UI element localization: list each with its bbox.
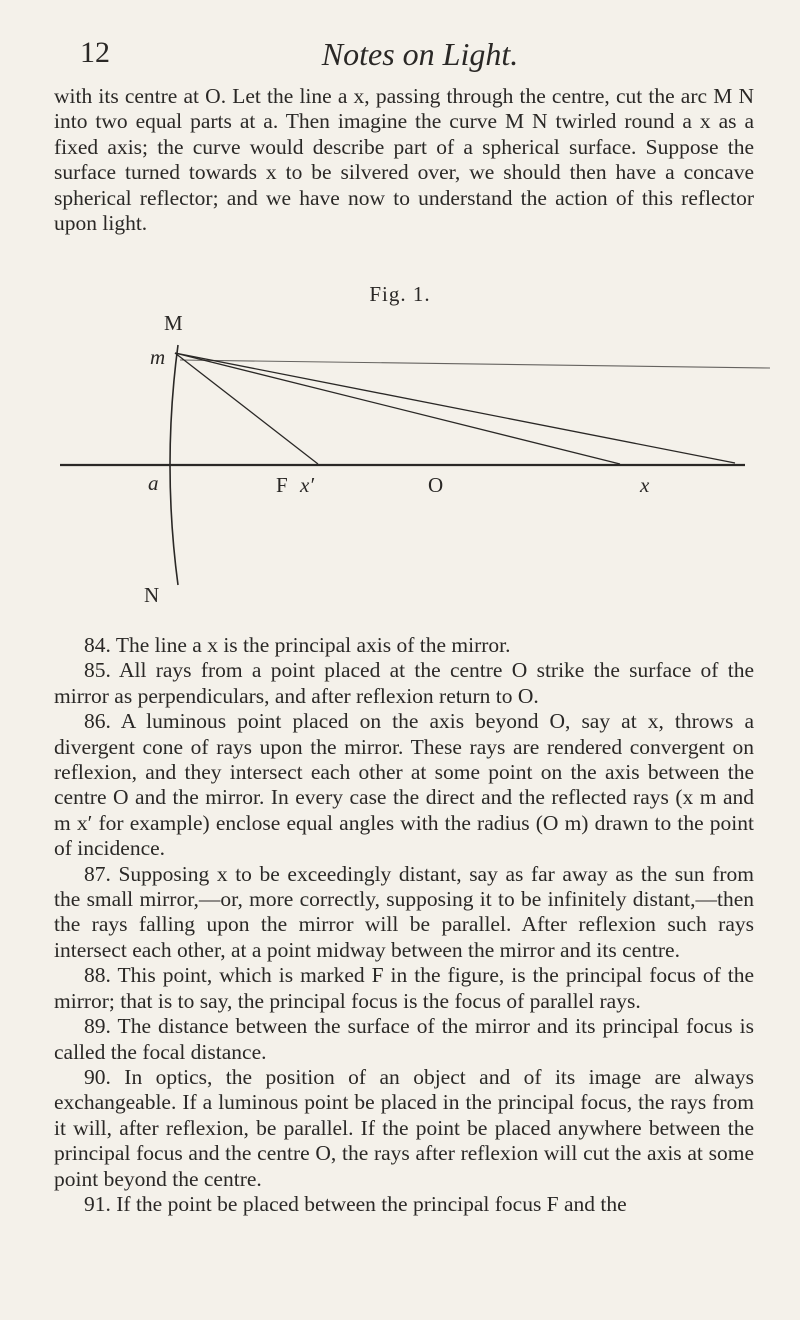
paragraph-86: 86. A luminous point placed on the axis beyond O, say at x, throws a divergent cone of rays upon the mirror. These rays are rendered convergent on reflexion, and they intersect each other at some point on the axis between the centre O and the mirror. In every case the direct and the reflected rays (x m and m x′ for example) enclose equal angles with the radius (O m) drawn to the point of incidence. (54, 709, 754, 861)
label-F: F (276, 473, 288, 497)
label-x: x (640, 473, 650, 497)
label-M: M (164, 311, 183, 335)
paragraph-85: 85. All rays from a point placed at the centre O strike the surface of the mirror as perpendiculars, and after reflexion return to O. (54, 658, 754, 708)
numbered-paragraphs (54, 633, 754, 1217)
paragraph-88: 88. This point, which is marked F in the figure, is the principal focus of the mirror; that is to say, the principal focus is the focus of parallel rays. (54, 963, 754, 1013)
label-O: O (428, 473, 444, 497)
label-N: N (144, 583, 160, 607)
figure-1-diagram (0, 0, 800, 640)
radius-om (175, 353, 620, 464)
paragraph-89: 89. The distance between the surface of the mirror and its principal focus is called the focal distance. (54, 1014, 754, 1064)
ray-xm (175, 353, 735, 463)
paragraph-87: 87. Supposing x to be exceedingly distant, say as far away as the sun from the small mirror,—or, more correctly, supposing it to be infinitely distant,—then the rays falling upon the mirror will be parallel. After reflexion such rays intersect each other, at a point midway between the mirror and its centre. (54, 861, 754, 962)
figure-caption: Fig. 1. (369, 282, 431, 306)
paragraph-90: 90. In optics, the position of an object and of its image are always exchangeable. If a luminous point be placed in the principal focus, the rays from it will, after reflexion, be parallel. If the point be placed anywhere between the principal focus and the centre O, the rays after reflexion will cut the axis at some point beyond the centre. (54, 1064, 754, 1191)
reflected-ray-mx-prime (175, 353, 318, 464)
label-a: a (148, 471, 159, 495)
label-x-prime: x′ (300, 473, 314, 497)
paragraph-84: 84. The line a x is the principal axis of the mirror. (84, 633, 511, 657)
paragraph-91: 91. If the point be placed between the principal focus F and the (84, 1191, 627, 1216)
running-title: Notes on Light. (321, 36, 519, 72)
label-m: m (150, 345, 166, 369)
page-number: 12 (80, 36, 110, 69)
intro-paragraph: with its centre at O. Let the line a x, passing through the centre, cut the arc M N into two equal parts at a. Then imagine the curve M N twirled round a x as a fixed axis; the curve would describe part of a spherical surface. Suppose the surface turned towards x to be silvered over, we should then have a concave spherical reflector; and we have now to understand the action of this reflector upon light. (54, 84, 754, 236)
parallel-ray (180, 360, 770, 368)
